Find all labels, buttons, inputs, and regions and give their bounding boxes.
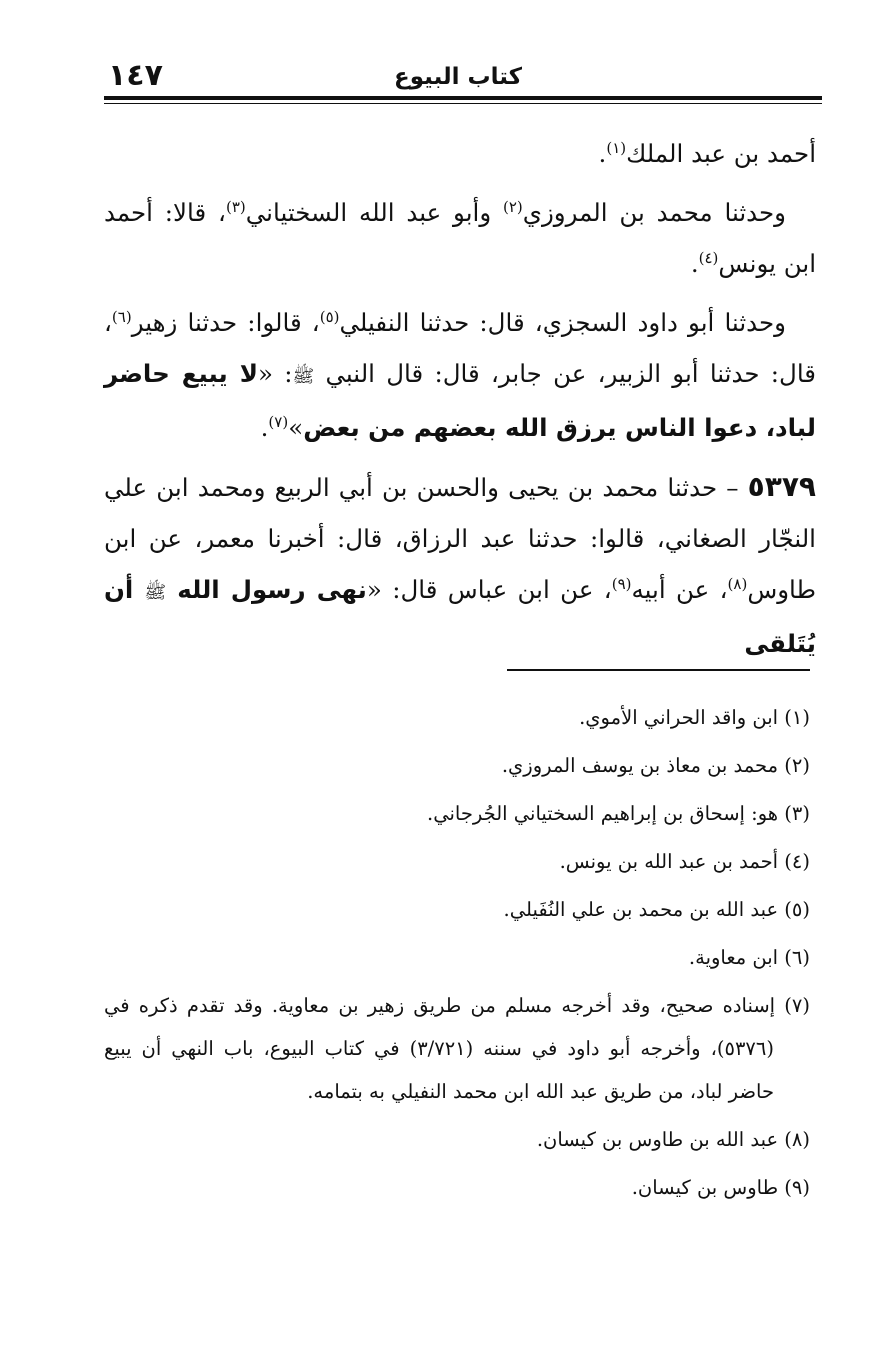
text-run: ، قالا: أحمد ابن يونس — [104, 198, 816, 278]
paragraph — [104, 297, 816, 453]
footnote: (٤) أحمد بن عبد الله بن يونس. — [559, 850, 810, 873]
page-header — [104, 54, 822, 98]
page-number: ١٤٧ — [108, 58, 163, 93]
footnote-ref: (٢) — [502, 197, 523, 216]
footnote: (٣) هو: إسحاق بن إبراهيم السختياني الجُرجاني. — [427, 802, 810, 825]
hadith-text: أن يُتَلقى — [104, 575, 816, 658]
footnote-ref: (٦) — [111, 307, 132, 326]
footnote: (٩) طاوس بن كيسان. — [631, 1176, 810, 1199]
text-run: : « — [257, 359, 293, 388]
text-run: ، قالوا: حدثنا زهير — [131, 308, 320, 337]
running-title: كتاب البيوع — [394, 64, 522, 90]
text-run: – حدثنا محمد بن يحيى والحسن بن أبي الربيع ومحمد ابن علي النجّار الصغاني، قالوا: حدثنا عبد الرزاق، قال: أخبرنا معمر، عن ابن طاوس — [104, 473, 817, 604]
text-run: . — [690, 249, 699, 278]
text-run: وحدثنا أبو داود السجزي، قال: حدثنا النفيلي — [339, 308, 786, 337]
footnote: (٨) عبد الله بن طاوس بن كيسان. — [536, 1128, 810, 1151]
header-rule-thin — [104, 103, 822, 104]
text-run: وأبو عبد الله السختياني — [245, 198, 503, 227]
footnote-ref: (٧) — [268, 412, 289, 431]
paragraph — [104, 128, 816, 179]
hadith-text: لا يبيع حاضر لباد، دعوا الناس يرزق الله بعضهم من بعض — [104, 359, 816, 442]
text-run: وحدثنا محمد بن المروزي — [522, 198, 786, 227]
footnotes — [104, 696, 810, 1209]
text-run: ، قال: حدثنا أبو الزبير، عن جابر، قال: قال النبي — [104, 308, 817, 388]
footnote: (٧) إسناده صحيح، وقد أخرجه مسلم من طريق زهير بن معاوية. وقد تقدم ذكره في (٥٣٧٦)، وأخرجه أبو داود في سننه (٣/٧٢١) في كتاب البيوع، باب النهي أن يبيع حاضر لباد، من طريق عبد الله ابن محمد النفيلي به بتمامه. — [104, 994, 810, 1103]
footnote-ref: (٥) — [319, 307, 340, 326]
footnote-ref: (١) — [606, 138, 627, 157]
footnote: (٦) ابن معاوية. — [688, 946, 810, 969]
hadith-number: ٥٣٧٩ — [747, 470, 816, 503]
salawat-glyph: ﷺ — [144, 582, 167, 603]
footnote-ref: (٣) — [225, 197, 246, 216]
text-run: أحمد بن عبد الملك — [626, 139, 816, 168]
text-run: ، عن أبيه — [631, 575, 728, 604]
footnote-ref: (٩) — [611, 574, 632, 593]
hadith-text: نهى رسول الله — [166, 575, 367, 604]
text-run: . — [598, 139, 607, 168]
salawat-glyph: ﷺ — [292, 366, 315, 387]
paragraph — [104, 461, 816, 669]
footnote: (١) ابن واقد الحراني الأموي. — [579, 706, 810, 729]
text-run: . — [260, 413, 269, 442]
footnote-ref: (٨) — [727, 574, 748, 593]
header-rule-thick — [104, 96, 822, 100]
text-run: » — [288, 413, 304, 442]
footnote-separator — [507, 669, 810, 671]
footnote-ref: (٤) — [698, 248, 719, 267]
main-text — [104, 128, 816, 669]
footnote: (٢) محمد بن معاذ بن يوسف المروزي. — [501, 754, 810, 777]
footnote: (٥) عبد الله بن محمد بن علي النُفَيلي. — [503, 898, 810, 921]
paragraph — [104, 187, 816, 289]
text-run: ، عن ابن عباس قال: « — [366, 575, 612, 604]
